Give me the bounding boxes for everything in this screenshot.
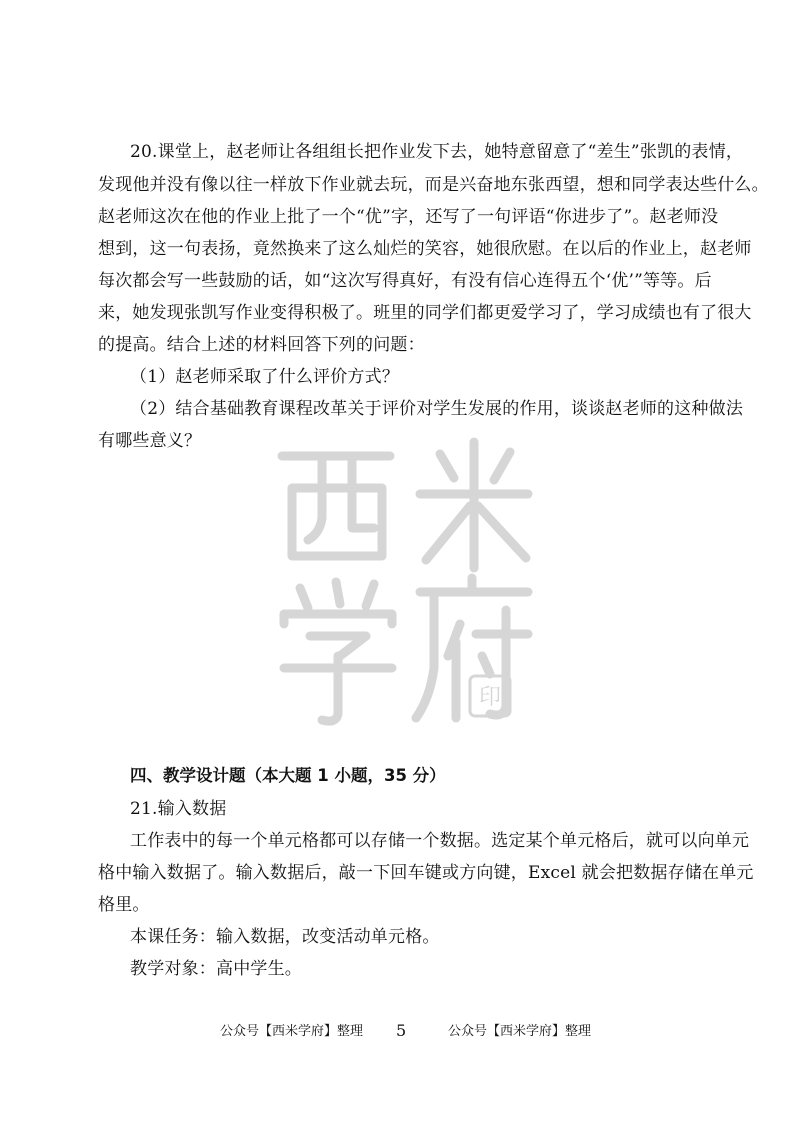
q20-line-7: 的提高。结合上述的材料回答下列的问题： (98, 335, 425, 355)
q20-line-5: 每次都会写一些鼓励的话，如“这次写得真好，有没有信心连得五个‘优’”等等。后 (98, 271, 712, 291)
q21-title: 21.输入数据 (130, 799, 227, 819)
q20-line-2: 发现他并没有像以往一样放下作业就去玩，而是兴奋地东张西望，想和同学表达些什么。 (98, 175, 769, 195)
q20-subquestion-1: （1）赵老师采取了什么评价方式？ (130, 367, 400, 387)
footer-right: 公众号【西米学府】整理 (448, 1024, 592, 1039)
q20-subquestion-2: （2）结合基础教育课程改革关于评价对学生发展的作用，谈谈赵老师的这种做法 (130, 399, 744, 419)
lesson-task: 本课任务：输入数据，改变活动单元格。 (130, 927, 440, 947)
q21-paragraph-line-3: 格里。 (98, 895, 150, 915)
q20-line-6: 来，她发现张凯写作业变得积极了。班里的同学们都更爱学习了，学习成绩也有了很大 (98, 303, 752, 323)
watermark (270, 428, 540, 728)
q21-paragraph-line-2: 格中输入数据了。输入数据后，敲一下回车键或方向键，Excel 就会把数据存储在单元 (98, 863, 754, 883)
teaching-target: 教学对象：高中学生。 (130, 959, 302, 979)
section-heading: 四、教学设计题（本大题 1 小题，35 分） (130, 766, 446, 785)
footer-left: 公众号【西米学府】整理 (220, 1024, 364, 1039)
q20-line-1: 20.课堂上，赵老师让各组组长把作业发下去，她特意留意了“差生”张凯的表情， (130, 142, 744, 162)
page-number: 5 (396, 1021, 407, 1040)
q20-line-3: 赵老师这次在他的作业上批了一个“优”字，还写了一句评语“你进步了”。赵老师没 (98, 207, 719, 227)
q21-paragraph-line-1: 工作表中的每一个单元格都可以存储一个数据。选定某个单元格后，就可以向单元 (130, 831, 750, 851)
q20-line-4: 想到，这一句表扬，竟然换来了这么灿烂的笑容，她很欣慰。在以后的作业上，赵老师 (98, 239, 752, 259)
watermark-stamp: 印 (478, 685, 502, 710)
q20-subquestion-2-continued: 有哪些意义？ (98, 431, 202, 451)
